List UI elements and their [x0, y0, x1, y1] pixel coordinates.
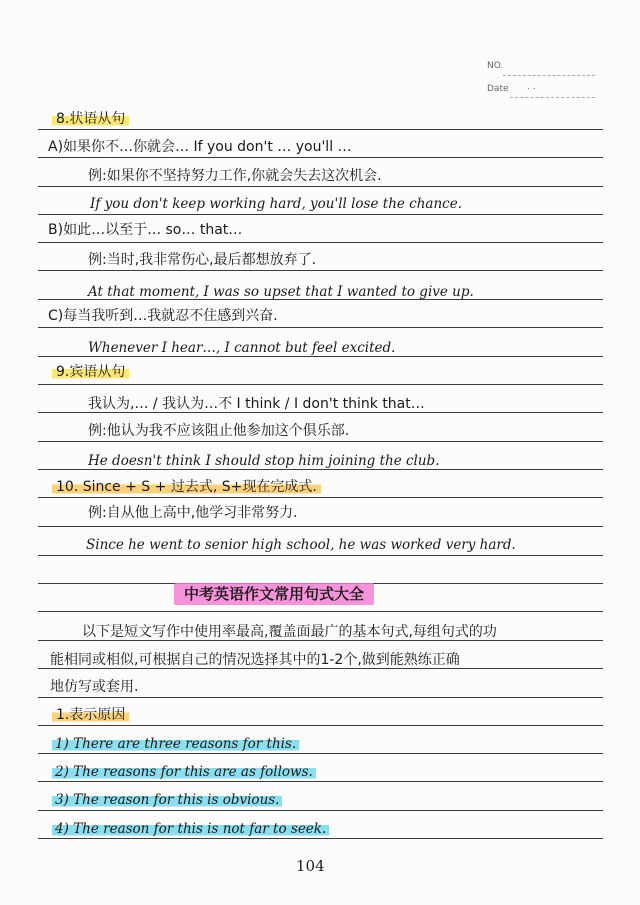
intro-line-1: 以下是短文写作中使用率最高,覆盖面最广的基本句式,每组句式的功: [82, 624, 497, 640]
ruled-line: [38, 214, 603, 215]
date-label: Date: [487, 84, 509, 94]
section-8b-example-cn: 例:当时,我非常伤心,最后都想放弃了.: [88, 252, 317, 268]
section-8c-pattern: C)每当我听到…我就忍不住感到兴奋.: [48, 308, 278, 324]
date-dots: . .: [527, 82, 536, 92]
ruled-line: [38, 441, 603, 442]
section-8b-example-en: At that moment, I was so upset that I wanted to give up.: [88, 284, 474, 300]
ruled-line: [38, 753, 603, 754]
page-number: 104: [296, 857, 325, 875]
section-10-example-cn: 例:自从他上高中,他学习非常努力.: [88, 505, 298, 521]
ruled-line: [38, 555, 603, 556]
ruled-line: [38, 526, 603, 527]
big-title: 中考英语作文常用句式大全: [174, 585, 374, 603]
date-rule: [510, 97, 595, 98]
section-8a-example-en: If you don't keep working hard, you'll lose the chance.: [90, 196, 463, 212]
reason-item-1: 1) There are three reasons for this.: [52, 735, 299, 753]
section-9-title: 9.宾语从句: [52, 363, 129, 381]
section-9-example-cn: 例:他认为我不应该阻止他参加这个俱乐部.: [88, 423, 350, 439]
number-label: NO.: [487, 61, 504, 71]
section-10-title: 10. Since + S + 过去式, S+现在完成式.: [52, 478, 321, 496]
ruled-line: [38, 270, 603, 271]
section-8-title: 8.状语从句: [52, 110, 129, 128]
point-1-title: 1.表示原因: [52, 706, 129, 724]
ruled-line: [38, 611, 603, 612]
section-10-example-en: Since he went to senior high school, he was worked very hard.: [86, 537, 516, 553]
section-9-example-en: He doesn't think I should stop him joining the club.: [88, 453, 440, 469]
ruled-line: [38, 186, 603, 187]
ruled-line: [38, 157, 603, 158]
ruled-line: [38, 697, 603, 698]
reason-item-2: 2) The reasons for this are as follows.: [52, 763, 316, 781]
reason-item-4: 4) The reason for this is not far to seek.: [52, 820, 329, 838]
intro-line-3: 地仿写或套用.: [50, 679, 139, 695]
ruled-line: [38, 242, 603, 243]
section-8a-example-cn: 例:如果你不坚持努力工作,你就会失去这次机会.: [88, 168, 382, 184]
intro-line-2: 能相同或相似,可根据自己的情况选择其中的1-2个,做到能熟练正确: [50, 652, 460, 668]
section-8b-pattern: B)如此…以至于… so… that…: [48, 222, 243, 238]
section-8c-example-en: Whenever I hear…, I cannot but feel excited.: [88, 340, 396, 356]
ruled-line: [38, 497, 603, 498]
ruled-line: [38, 838, 603, 839]
number-rule: [503, 75, 595, 76]
ruled-line: [38, 810, 603, 811]
ruled-line: [38, 327, 603, 328]
ruled-line: [38, 129, 603, 130]
reason-item-3: 3) The reason for this is obvious.: [52, 791, 282, 809]
section-9-pattern: 我认为,… / 我认为…不 I think / I don't think that…: [88, 396, 425, 412]
ruled-line: [38, 781, 603, 782]
ruled-line: [38, 384, 603, 385]
ruled-line: [38, 725, 603, 726]
section-8a-pattern: A)如果你不…你就会… If you don't … you'll …: [48, 139, 352, 155]
